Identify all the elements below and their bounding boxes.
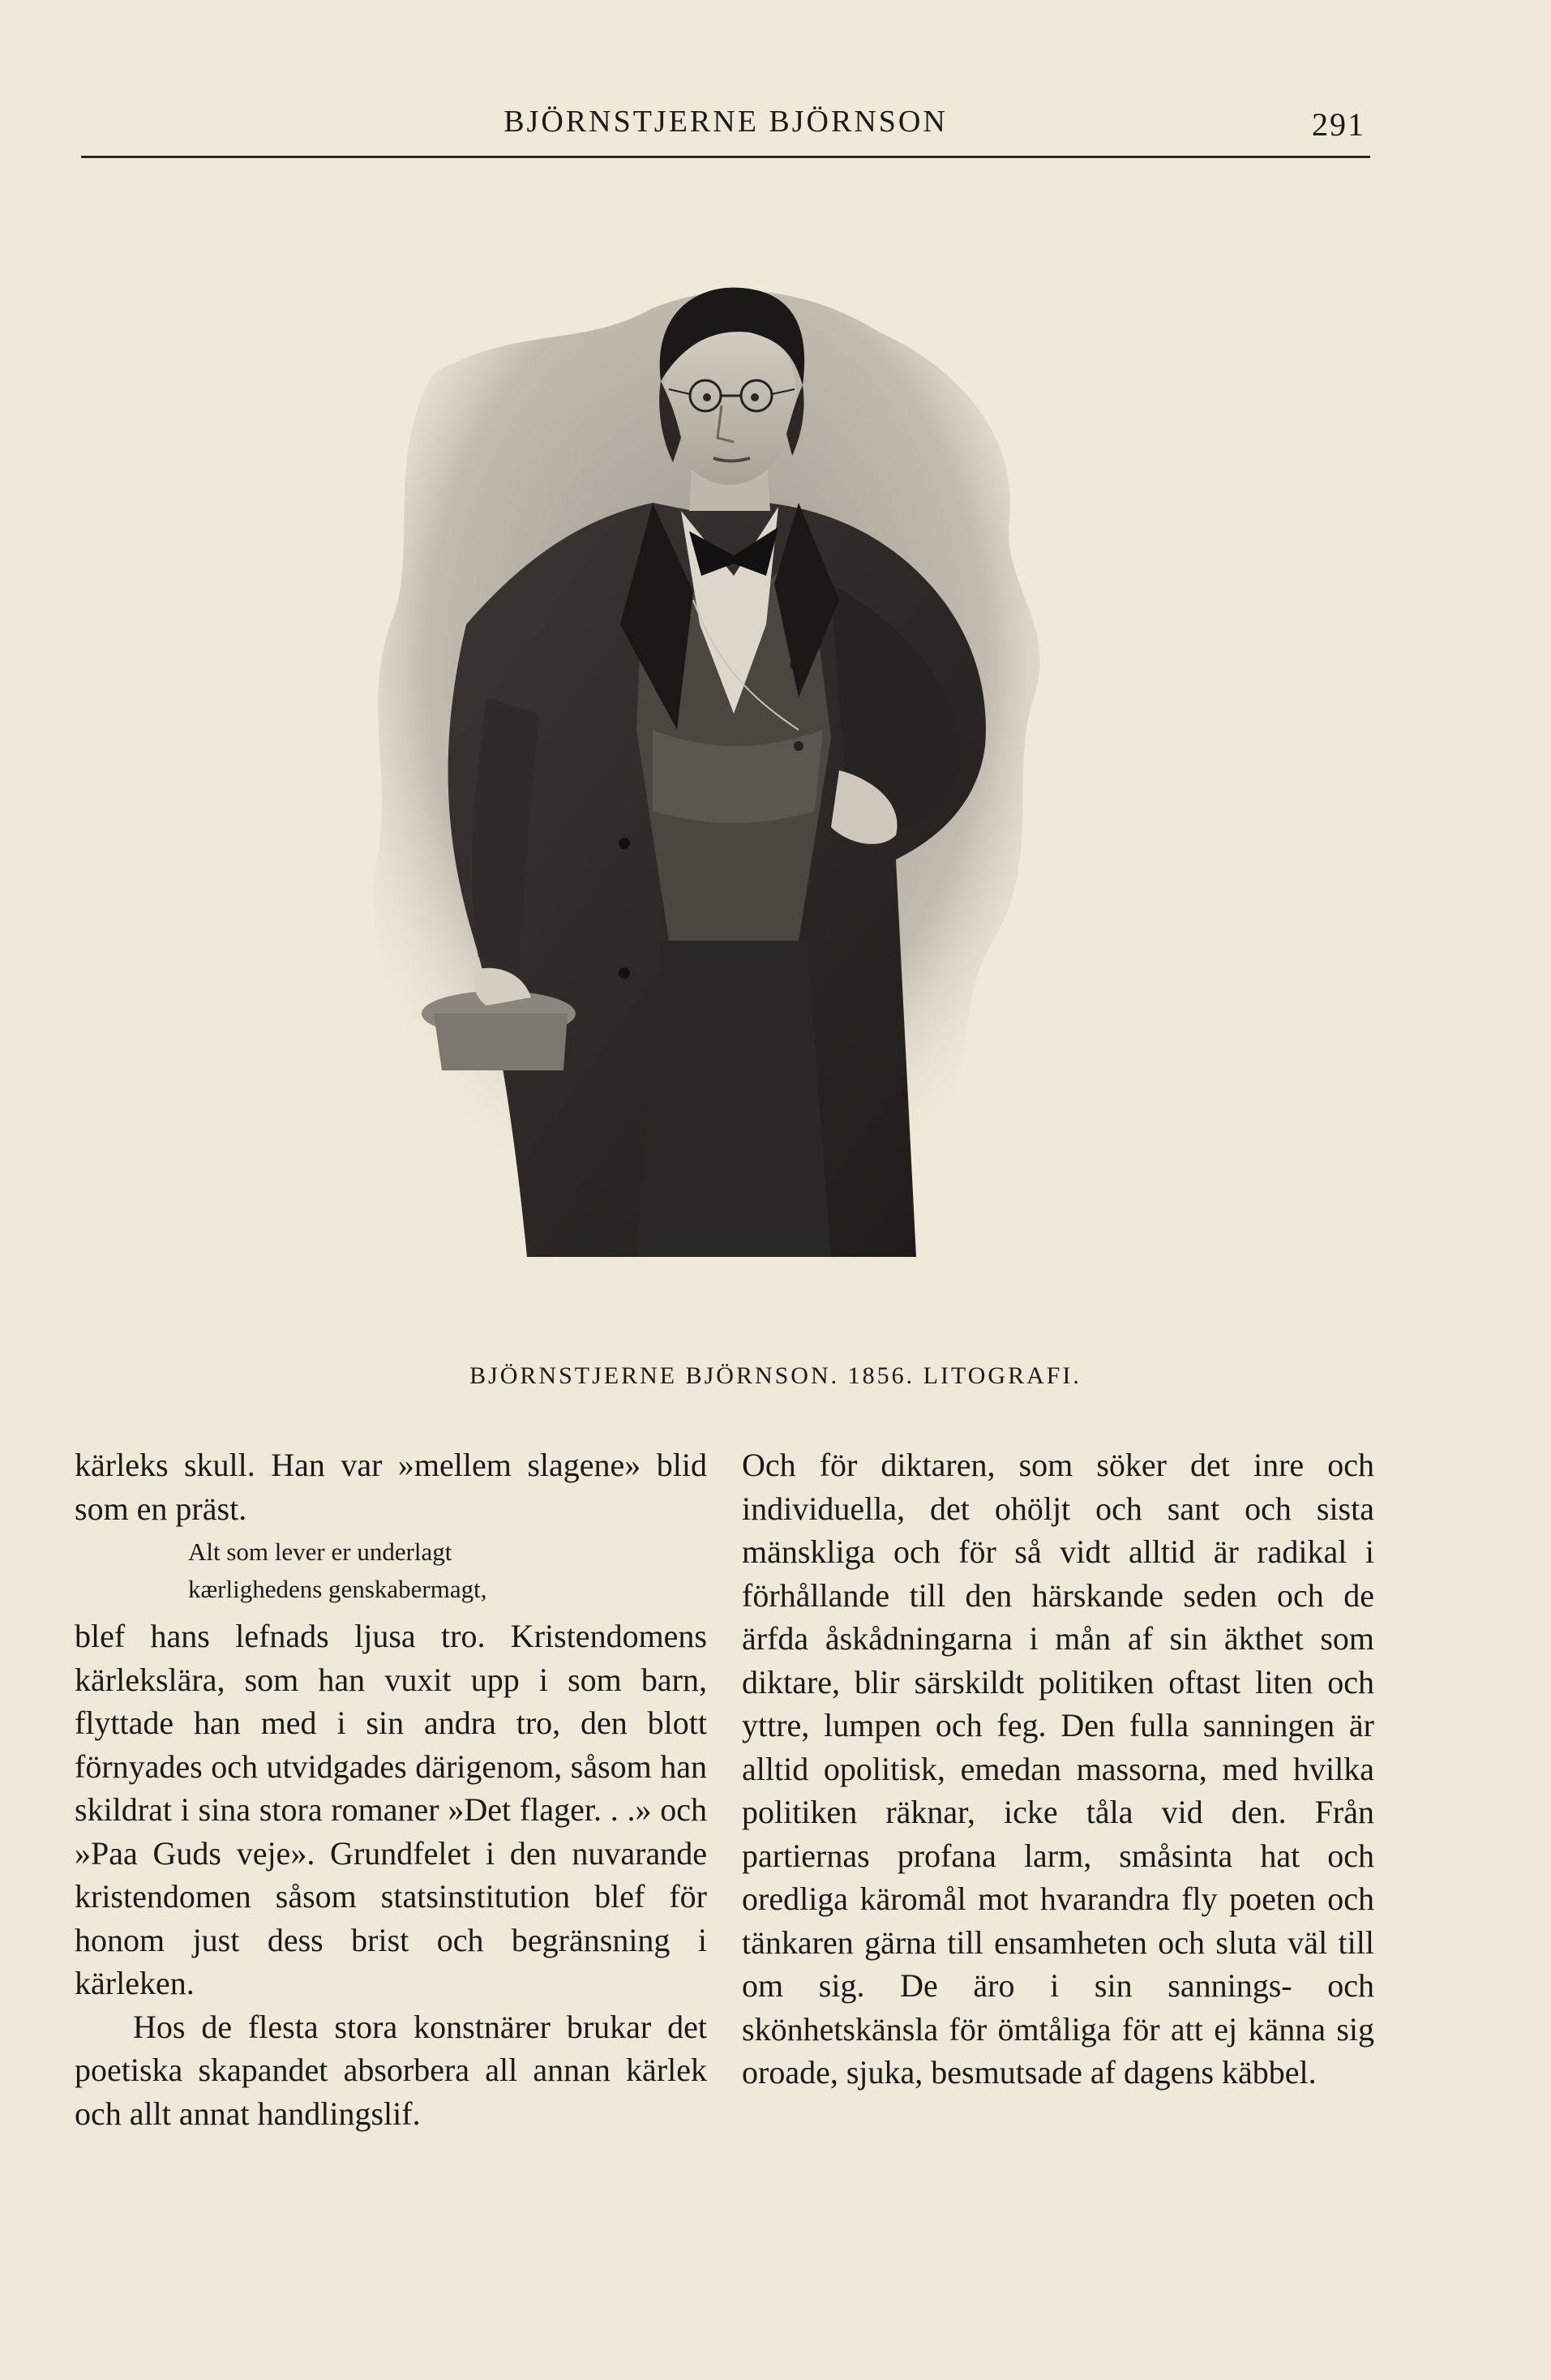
header-rule <box>81 156 1370 158</box>
right-paragraph-1: Och för diktaren, som söker det inre och individuella, det ohöljt och sant och sista mänskliga och för så vidt alltid är radikal i förhållande till den härskande seden och de ärfda åskådningarna i mån af sin äkthet som diktare, blir särskildt politiken oftast liten och yttre, lumpen och feg. Den fulla sanningen är alltid opolitisk, emedan massorna, med hvilka politiken räknar, icke tåla vid den. Från partiernas profana larm, småsinta hat och oredliga käromål mot hvarandra fly poeten och tänkaren gärna till ensamheten och sluta väl till om sig. De äro i sin sannings- och skönhetskänsla för ömtåliga för att ej känna sig oroade, sjuka, besmutsade af dagens käbbel. <box>742 1447 1374 2091</box>
verse-line-1: Alt som lever er underlagt <box>188 1537 452 1566</box>
left-paragraph-1: kärleks skull. Han var »mellem slagene» blid som en präst. <box>75 1447 707 1527</box>
verse-quote <box>188 1530 707 1615</box>
verse-line-2: kærlighedens genskabermagt, <box>188 1575 487 1603</box>
portrait-lithograph <box>312 243 1123 1306</box>
left-paragraph-2: blef hans lefnads ljusa tro. Kristendomens kärlekslära, som han vuxit upp i som barn, flyttade han med i sin andra tro, den blott förnyades och utvidgades därigenom, såsom han skildrat i sina stora romaner »Det flager. . .» och »Paa Guds veje». Grundfelet i den nuvarande kristendomen såsom statsinstitution blef för honom just dess brist och begränsning i kärleken. <box>75 1618 707 2001</box>
right-column <box>742 1443 1374 2095</box>
page-number: 291 <box>1312 106 1365 143</box>
portrait-lithograph-icon <box>312 243 1123 1306</box>
running-head <box>81 104 1370 152</box>
running-title: BJÖRNSTJERNE BJÖRNSON <box>503 105 948 139</box>
figure-caption: BJÖRNSTJERNE BJÖRNSON. 1856. LITOGRAFI. <box>469 1362 1082 1389</box>
left-column <box>75 1443 707 2135</box>
left-paragraph-3: Hos de flesta stora konstnärer brukar det poetiska skapandet absorbera all annan kärlek och allt annat handlingslif. <box>75 2008 707 2132</box>
